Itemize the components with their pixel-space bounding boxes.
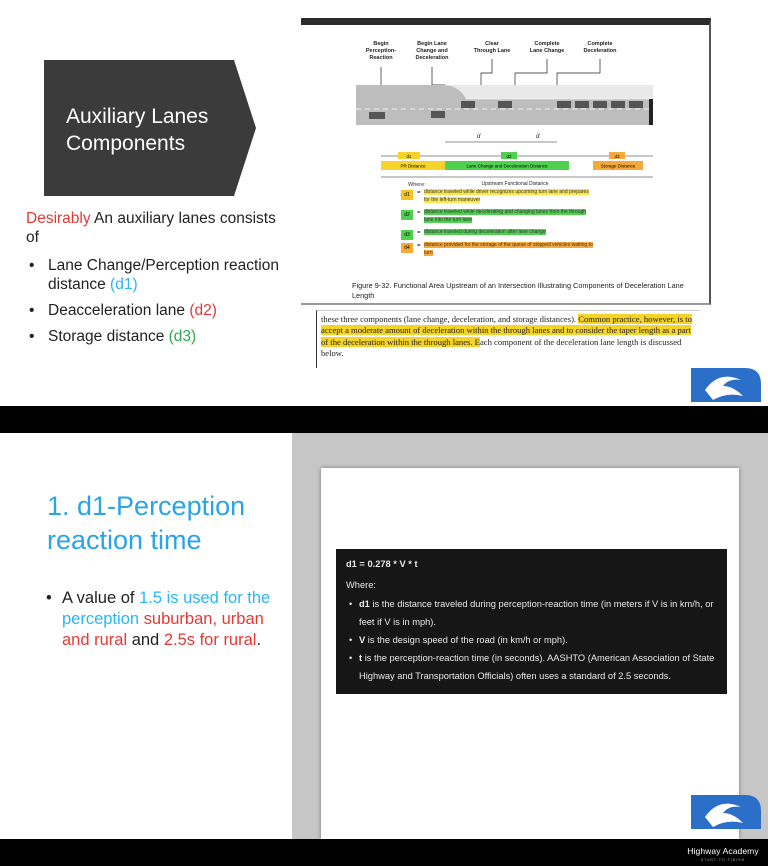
figure-caption: Figure 9-32. Functional Area Upstream of an Intersection Illustrating Components of Deceleration Lane Length — [352, 281, 684, 300]
where-item: d4 = distance provided for the storage of the queue of stopped vehicles waiting to turn — [401, 242, 601, 261]
slide-separator — [0, 406, 768, 433]
list-item: • Deacceleration lane (d2) — [26, 301, 301, 320]
definitions-list — [346, 595, 717, 685]
list-item: • d1 is the distance traveled during perception-reaction time (in meters if V is in km/h, or feet if V is in mph). — [346, 595, 717, 631]
svg-text:d2: d2 — [506, 154, 512, 159]
stage-label-1: Begin Perception-Reaction — [365, 41, 397, 61]
logo-tagline: START TO FINISH — [700, 858, 746, 862]
storage-distance-label: Storage Distance — [600, 163, 636, 169]
logo-icon — [683, 793, 763, 831]
aashto-figure — [301, 18, 711, 305]
logo-icon — [683, 366, 763, 404]
svg-text:d1: d1 — [406, 154, 412, 159]
where-item: d2 = distance traveled while decelerating and changing lanes from the through lane into the turn lane — [401, 209, 601, 228]
where-item: d1 = distance traveled while driver recognizes upcoming turn lane and prepares for the left-turn maneuver — [401, 189, 601, 208]
d2-tag: (d2) — [189, 302, 217, 319]
list-item: • t is the perception-reaction time (in seconds). AASHTO (American Association of State Highway and Transportation Officials) often uses a standard of 2.5 seconds. — [346, 649, 717, 685]
svg-text:d3: d3 — [614, 154, 620, 159]
dim-label-ddec: d — [536, 134, 540, 140]
components-list — [26, 256, 301, 353]
stage-label-5: Complete Deceleration — [583, 41, 617, 54]
where-item: d3 = distance traveled during deceleration after lane change — [401, 229, 601, 241]
slide-title: 1. d1-Perception reaction time — [47, 491, 246, 555]
text-excerpt: these three components (lane change, deceleration, and storage distances). Common practice, however, is to accept a moderate amount of deceleration within the through lanes and to consider the taper length as a part of the deceleration within the through lanes. Each component of the deceleration lane length is discussed below. — [316, 310, 700, 368]
d3-tag: (d3) — [168, 328, 197, 345]
bullet-text: • A value of 1.5 is used for the perception suburban, urban and rural and 2.5s for rural. — [46, 589, 271, 649]
intro-emphasis: Desirably — [26, 210, 91, 227]
upstream-label: Upstream Functional Distance — [481, 181, 549, 187]
logo-text: Highway Academy — [687, 846, 759, 856]
stage-label-4: Complete Lane Change — [529, 41, 565, 54]
pr-distance-label: PR Distance — [400, 163, 426, 169]
lane-change-label: Lane Change and Deceleration Distance — [466, 163, 548, 169]
list-item: • Lane Change/Perception reaction distance (d1) — [26, 256, 301, 294]
slide-auxiliary-lanes — [0, 0, 768, 406]
list-item: • V is the design speed of the road (in km/h or mph). — [346, 631, 717, 649]
intro-rest: An auxiliary lanes consists of — [26, 210, 276, 246]
stage-label-3: Clear Through Lane — [473, 41, 511, 54]
formula-box — [336, 549, 727, 694]
dim-label-dlc: d — [477, 134, 481, 140]
slide-footer-bar — [0, 839, 768, 866]
where-label: Where: — [346, 580, 376, 590]
stage-label-2: Begin Lane Change and Deceleration — [415, 41, 449, 61]
slide-title: Auxiliary Lanes Components — [66, 105, 209, 155]
formula: d1 = 0.278 * V * t — [346, 559, 418, 569]
slide-d1-perception — [0, 433, 768, 839]
intro-text — [26, 209, 286, 247]
where-legend — [401, 189, 601, 262]
where-title: Where: — [408, 182, 426, 188]
list-item: • Storage distance (d3) — [26, 327, 301, 346]
d1-tag: (d1) — [110, 276, 138, 293]
